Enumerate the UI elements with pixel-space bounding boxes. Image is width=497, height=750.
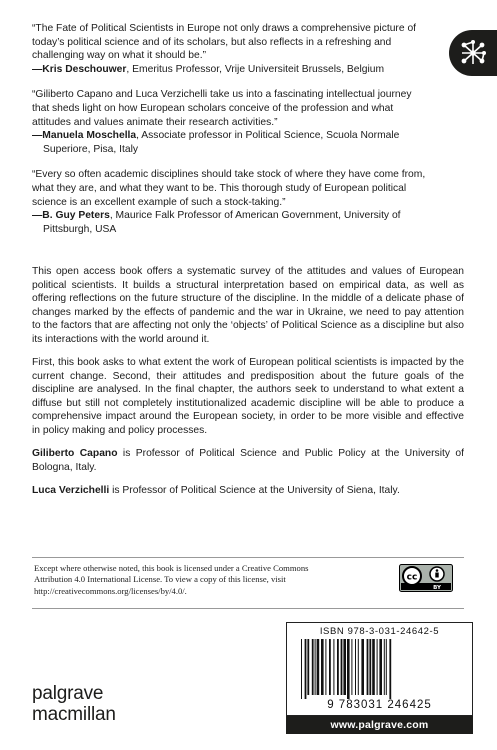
cc-by-icon	[399, 564, 453, 592]
endorsement-3	[32, 168, 430, 236]
barcode-bar	[377, 639, 378, 695]
barcode-bar	[384, 639, 385, 695]
isbn-label: ISBN 978-3-031-24642-5	[319, 626, 440, 637]
logo-line-2: macmillan	[32, 704, 116, 725]
barcode-bar	[386, 639, 387, 695]
barcode-bar	[312, 639, 314, 695]
barcode-bar	[341, 639, 343, 695]
quote-attribution	[32, 129, 430, 156]
quote-author: —Kris Deschouwer	[32, 63, 127, 75]
author-bio: is Professor of Political Science at the University of Siena, Italy.	[109, 485, 400, 496]
barcode-bar	[367, 639, 369, 695]
quote-attribution	[32, 63, 430, 77]
author-bio-1	[32, 447, 464, 474]
barcode-bar	[315, 639, 316, 695]
quote-affiliation: , Emeritus Professor, Vrije Universiteit Brussels, Belgium	[126, 63, 385, 75]
endorsement-2	[32, 88, 430, 156]
author-name: Luca Verzichelli	[32, 485, 110, 496]
barcode-bar	[361, 639, 364, 695]
network-nodes-icon	[449, 30, 497, 76]
barcode-bar	[329, 639, 331, 695]
author-bio: is Professor of Political Science and Public Policy at the University of Bologna, Italy.	[32, 448, 464, 473]
logo-line-1: palgrave	[32, 683, 104, 704]
barcode-bar	[343, 639, 346, 695]
book-description	[32, 265, 464, 508]
barcode-bars	[299, 639, 460, 699]
barcode-bar	[337, 639, 339, 695]
publisher-logo	[32, 683, 116, 725]
author-bio-2	[32, 484, 464, 498]
quote-affiliation: , Associate professor in Political Science, Scuola Normale Superiore, Pisa, Italy	[43, 130, 400, 155]
description-paragraph-1: This open access book offers a systematic survey of the attitudes and values of European political scientists. It builds a structural interpretation based on empirical data, as well as offering reflections on the future structure of the discipline. In the middle of a delicate phase of changes marked by the effects of pandemic and the war in Ukraine, we need to pay attention to the factors that are affecting not only the ‘objects’ of Political Science as a discipline but also its interactions with the world around it.	[32, 266, 464, 345]
endorsements	[32, 22, 430, 248]
publisher-url[interactable]: www.palgrave.com	[286, 716, 473, 734]
quote-text: “Giliberto Capano and Luca Verzichelli take us into a fascinating intellectual journey that sheds light on how European scholars conceive of the profession and what attitudes and values animate their research activities.”	[32, 89, 412, 128]
barcode-bar	[351, 639, 352, 695]
by-label: BY	[433, 585, 441, 591]
barcode-bar	[372, 639, 375, 695]
author-name: Giliberto Capano	[32, 448, 118, 459]
barcode-bar	[355, 639, 356, 695]
barcode-bar	[358, 639, 359, 695]
quote-affiliation: , Maurice Falk Professor of American Government, University of Pittsburgh, USA	[43, 210, 401, 235]
description-paragraph-2: First, this book asks to what extent the work of European political scientists is impacted by the current change. Second, their attitudes and predisposition about the future goals of the discipline are analysed. In the final chapter, the authors seek to understand to what extent a diffuse but still not completely institutionalized academic discipline will be able to produce a comprehensive impact around the European society, in order to be more visible and effective in policy making and policy processes.	[32, 357, 464, 436]
endorsement-1	[32, 22, 430, 76]
license-text: Except where otherwise noted, this book is licensed under a Creative Commons Attribution 4.0 International License. To view a copy of this license, visit http://creativecommons.org/licenses/by/4.0/.	[34, 563, 309, 596]
barcode-bar	[333, 639, 334, 695]
barcode-bar	[325, 639, 326, 695]
barcode-digits: 9 783031 246425	[327, 699, 432, 711]
barcode-bar	[317, 639, 320, 695]
isbn-barcode	[286, 622, 473, 716]
barcode-bar	[347, 639, 350, 699]
barcode-bar	[369, 639, 371, 695]
quote-author: —B. Guy Peters	[32, 210, 110, 222]
quote-attribution	[32, 209, 430, 236]
barcode-bar	[379, 639, 382, 695]
barcode-bar	[307, 639, 309, 695]
license-box	[32, 557, 464, 609]
barcode-bar	[321, 639, 324, 695]
quote-text: “The Fate of Political Scientists in Europe not only draws a comprehensive picture of today’s political science and of its scholars, but also reflects in a refreshing and challenging way on what it should be.”	[32, 23, 417, 62]
quote-author: —Manuela Moschella	[32, 130, 137, 142]
barcode-bar	[389, 639, 391, 699]
barcode-bar	[305, 639, 307, 699]
cc-label: cc	[406, 572, 418, 583]
barcode-bar	[301, 639, 302, 699]
quote-text: “Every so often academic disciplines should take stock of where they have come from, what they are, and what they want to be. This thorough study of European political science is an excellent example of such a stock-taking.”	[32, 169, 426, 208]
